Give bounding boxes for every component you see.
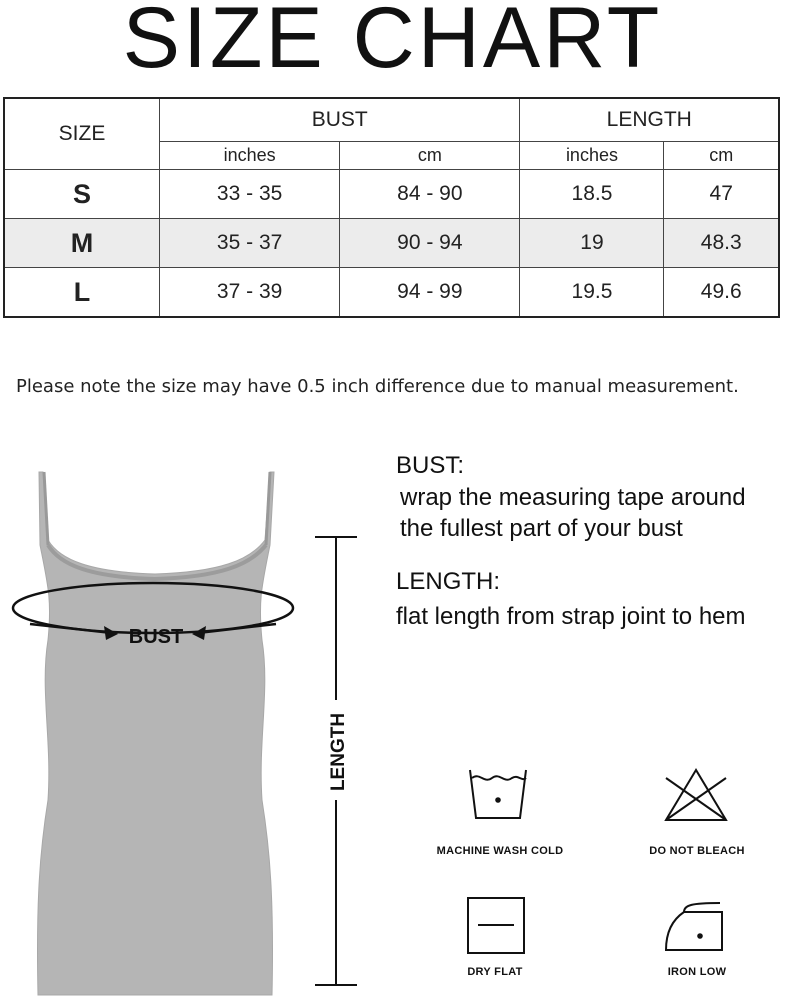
unit-header: inches [160, 142, 340, 170]
size-cell: S [4, 170, 160, 219]
length-definition-title: LENGTH: [396, 568, 501, 595]
no-bleach-icon [666, 770, 726, 820]
bleach-care-label: DO NOT BLEACH [649, 845, 745, 857]
bust-definition-line: wrap the measuring tape around [400, 484, 746, 511]
size-cell: M [4, 219, 160, 268]
unit-header: cm [664, 142, 779, 170]
camisole-shape [37, 472, 274, 995]
bust-definition-line: the fullest part of your bust [400, 515, 683, 542]
table-cell: 18.5 [520, 170, 664, 219]
unit-header: inches [520, 142, 664, 170]
iron-icon [666, 903, 722, 950]
table-cell: 19 [520, 219, 664, 268]
table-cell: 35 - 37 [160, 219, 340, 268]
dry-flat-icon [468, 898, 524, 953]
table-cell: 37 - 39 [160, 268, 340, 318]
length-group-header: LENGTH [520, 98, 779, 142]
table-cell: 49.6 [664, 268, 779, 318]
dry-care-label: DRY FLAT [467, 966, 523, 978]
measurement-note: Please note the size may have 0.5 inch difference due to manual measurement. [16, 376, 739, 397]
wash-care-label: MACHINE WASH COLD [436, 845, 564, 857]
table-cell: 33 - 35 [160, 170, 340, 219]
table-cell: 90 - 94 [340, 219, 520, 268]
bust-definition-title: BUST: [396, 452, 465, 479]
unit-header: cm [340, 142, 520, 170]
wash-basin-icon [470, 770, 526, 818]
size-column-header: SIZE [4, 98, 160, 170]
table-cell: 19.5 [520, 268, 664, 318]
length-definition-line: flat length from strap joint to hem [396, 603, 746, 630]
table-cell: 47 [664, 170, 779, 219]
size-cell: L [4, 268, 160, 318]
bust-group-header: BUST [160, 98, 520, 142]
table-cell: 84 - 90 [340, 170, 520, 219]
bust-diagram-label: BUST [128, 626, 184, 648]
iron-care-label: IRON LOW [667, 966, 727, 978]
table-cell: 94 - 99 [340, 268, 520, 318]
table-cell: 48.3 [664, 219, 779, 268]
length-diagram-label: LENGTH [328, 712, 349, 792]
page-title: SIZE CHART [122, 0, 663, 86]
